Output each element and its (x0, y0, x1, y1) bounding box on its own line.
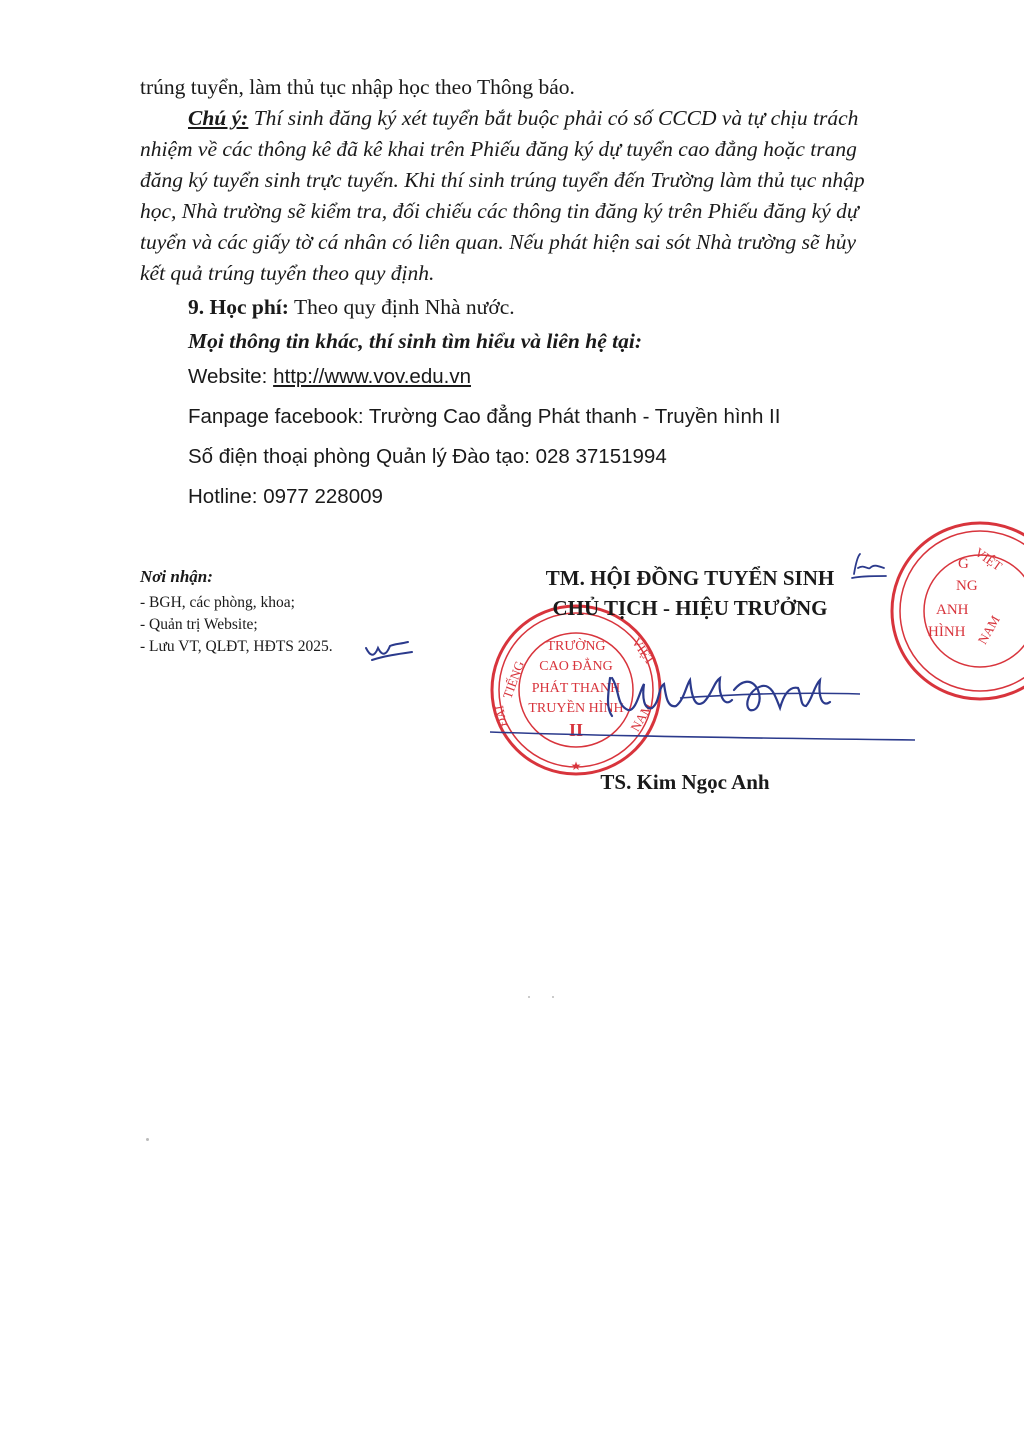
note-line-2: nhiệm về các thông kê đã kê khai trên Phiếu đăng ký dự tuyển cao đẳng hoặc trang (140, 137, 857, 161)
signer-name: TS. Kim Ngọc Anh (600, 770, 770, 794)
signer-title-1: TM. HỘI ĐỒNG TUYỂN SINH (545, 566, 835, 590)
svg-text:CAO ĐẲNG: CAO ĐẲNG (539, 659, 613, 674)
svg-text:TRƯỜNG: TRƯỜNG (546, 639, 606, 654)
note-line-1: Thí sinh đăng ký xét tuyển bắt buộc phải có số CCCD và tự chịu trách (253, 106, 859, 130)
svg-text:HÌNH: HÌNH (928, 624, 966, 640)
body-line-1: trúng tuyển, làm thủ tục nhập học theo Thông báo. (140, 75, 575, 99)
recipient-item: - Quản trị Website; (140, 616, 258, 633)
recipients-title: Nơi nhận: (140, 567, 213, 586)
scan-speck (528, 996, 530, 998)
svg-text:ĐÀI: ĐÀI (492, 704, 510, 728)
contact-heading: Mọi thông tin khác, thí sinh tìm hiểu và liên hệ tại: (188, 329, 642, 353)
svg-text:VIỆT: VIỆT (972, 544, 1006, 574)
note-line-3: đăng ký tuyển sinh trực tuyến. Khi thí sinh trúng tuyển đến Trường làm thủ tục nhập (140, 168, 865, 192)
fanpage-line: Fanpage facebook: Trường Cao đẳng Phát thanh - Truyền hình II (188, 405, 781, 428)
signer-title-block (500, 563, 880, 623)
initials-mark (360, 636, 420, 666)
svg-text:NG: NG (956, 578, 978, 594)
scan-speck (146, 1138, 149, 1141)
note-line-5: tuyển và các giấy tờ cá nhân có liên quan. Nếu phát hiện sai sót Nhà trường sẽ hủy (140, 230, 856, 254)
svg-text:NAM: NAM (627, 700, 656, 734)
svg-text:VIỆT: VIỆT (628, 634, 659, 668)
svg-text:PHÁT THANH: PHÁT THANH (531, 681, 621, 696)
note-label: Chú ý: (188, 106, 249, 130)
recipients-block (140, 566, 333, 658)
svg-text:II: II (568, 720, 584, 740)
note-line-6: kết quả trúng tuyển theo quy định. (140, 261, 435, 285)
contact-block (140, 357, 960, 517)
phone-line: Số điện thoại phòng Quản lý Đào tạo: 028 37151994 (188, 445, 667, 468)
recipient-item: - BGH, các phòng, khoa; (140, 594, 295, 611)
fee-text: Theo quy định Nhà nước. (293, 295, 515, 319)
website-line (188, 357, 960, 397)
note-paragraph (140, 103, 960, 289)
initials-mark (848, 552, 888, 582)
svg-text:TIẾNG: TIẾNG (499, 658, 528, 701)
svg-text:TRUYỀN HÌNH: TRUYỀN HÌNH (528, 701, 624, 716)
svg-text:G: G (958, 556, 969, 572)
fee-label: 9. Học phí: (188, 295, 289, 319)
signer-title-2: CHỦ TỊCH - HIỆU TRƯỞNG (552, 596, 828, 620)
scan-speck (552, 996, 554, 998)
svg-text:ANH: ANH (936, 602, 969, 618)
document-body (140, 72, 960, 517)
svg-text:★: ★ (570, 759, 582, 773)
note-line-4: học, Nhà trường sẽ kiểm tra, đối chiếu các thông tin đăng ký trên Phiếu đăng ký dự (140, 199, 859, 223)
handwritten-signature (480, 650, 930, 750)
hotline-line: Hotline: 0977 228009 (188, 485, 383, 508)
fee-item (140, 292, 960, 323)
website-link[interactable]: http://www.vov.edu.vn (273, 365, 471, 388)
recipient-item: - Lưu VT, QLĐT, HĐTS 2025. (140, 638, 333, 655)
website-label: Website: (188, 365, 268, 388)
svg-text:NAM: NAM (974, 612, 1003, 647)
